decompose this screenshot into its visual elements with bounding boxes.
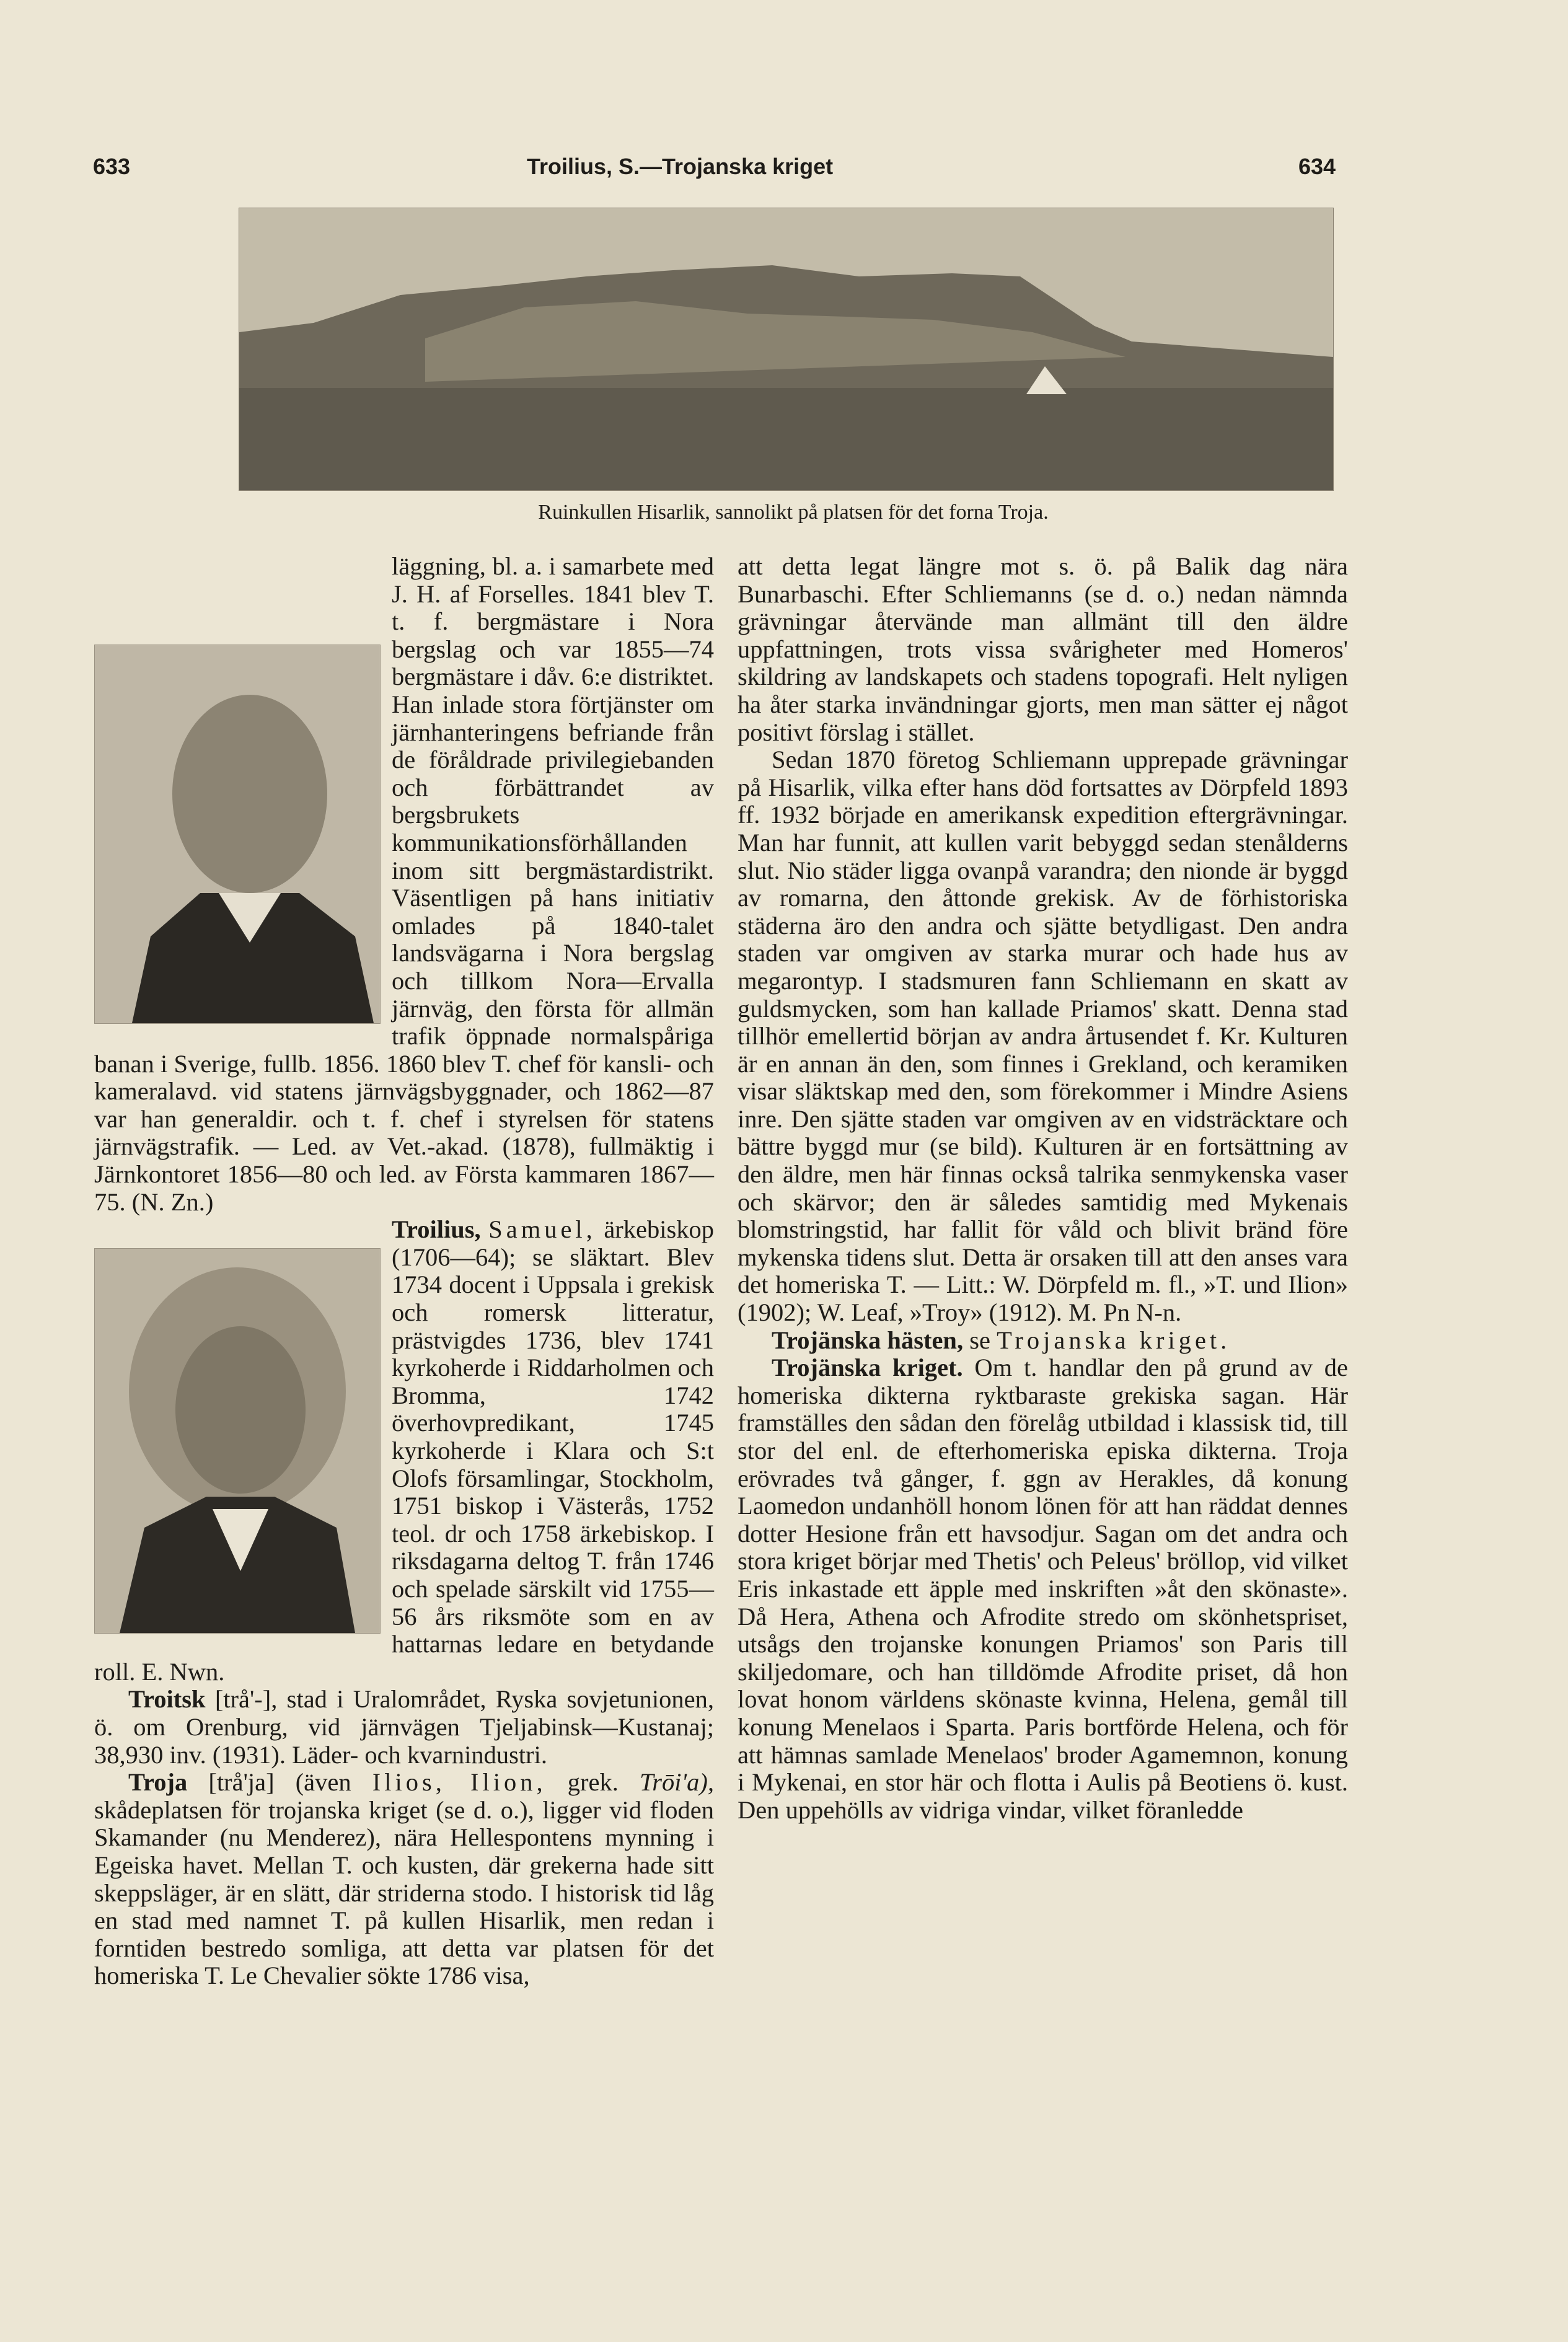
- hisarlik-photo: [239, 208, 1334, 491]
- troilius-engineer-text: läggning, bl. a. i samarbete med J. H. af Forselles. 1841 blev T. t. f. bergmästare i Nora bergslag och var 1855—74 bergmästare i dåv. 6:e distriktet. Han inlade stora förtjänster om järnhanteringens befriande från de föråldrade privilegiebanden och förbättrandet av bergsbrukets kommunikationsförhållanden inom sitt bergmästardistrikt. Väsentligen på hans initiativ omlades på 1840-talet landsvägarna i Nora bergslag och tillkom Nora—Ervalla järnväg, den första för allmän trafik öppnade normalspåriga banan i Sverige, fullb. 1856. 1860 blev T. chef för kansli- och kameralavd. vid statens järnvägsbyggnader, och 1862—87 var han generaldir. och t. f. chef i styrelsen för statens järnvägstrafik. — Led. av Vet.-akad. (1878), fullmäktig i Järnkontoret 1856—80 och led. av Första kammaren 1867—75. (N. Zn.): [94, 552, 714, 1216]
- right-column: [738, 553, 1348, 1824]
- troja-continued: att detta legat längre mot s. ö. på Balik dag nära Bunarbaschi. Efter Schliemanns (se d. o.) nedan nämnda grävningar återvände man allmänt till den äldre uppfattningen, trots vissa svårigheter med Homeros' skildring av landskapets och stadens topografi. Helt nyligen ha åter starka invändningar gjorts, men man sätter ej något positivt förslag i stället.: [738, 552, 1348, 746]
- headword-troilius: Troilius,: [392, 1215, 481, 1244]
- troja-pronunciation: [trå'ja] (även: [208, 1768, 351, 1797]
- running-title: Troilius, S.—Trojanska kriget: [527, 154, 834, 179]
- left-page-number: 633: [93, 154, 131, 179]
- troitsk-text: [trå'-], stad i Uralområdet, Ryska sovjetunionen, ö. om Orenburg, vid järnvägen Tjeljabinsk—Kustanaj; 38,930 inv. (1931). Läder- och kvarnindustri.: [94, 1685, 715, 1769]
- right-page-number: 634: [1298, 154, 1336, 179]
- troja-variant-names: Ilios, Ilion,: [372, 1768, 547, 1797]
- portrait-troilius-engineer: [94, 645, 381, 1024]
- troilius-text: ärkebiskop (1706—64); se släktart. Blev 1734 docent i Uppsala i grekisk och romersk litteratur, prästvigdes 1736, blev 1741 kyrkoherde i Riddarholmen och Bromma, 1742 överhovpredikant, 1745 kyrkoherde i Klara och S:t Olofs församlingar, Stockholm, 1751 biskop i Västerås, 1752 teol. dr och 1758 ärkebiskop. I riksdagarna deltog T. från 1746 och spelade särskilt vid 1755—56 års riksmöte som en av hattarnas ledare en betydande roll. E. Nwn.: [94, 1215, 715, 1686]
- entry-trojanska-hasten: [738, 1327, 1348, 1355]
- entry-troja: [94, 1769, 714, 1990]
- entry-trojanska-kriget: [738, 1354, 1348, 1824]
- left-column: [94, 553, 714, 1990]
- troja-text: skådeplatsen för trojanska kriget (se d. o.), ligger vid floden Skamander (nu Menderez), nära Hellespontens mynning i Egeiska havet. Mellan T. och kusten, där grekerna hade sitt skeppsläger, är en slätt, där striderna stodo. I historisk tid låg en stad med namnet T. på kullen Hisarlik, men redan i forntiden bestredo somliga, att detta var platsen för det homeriska T. Le Chevalier sökte 1786 visa,: [94, 1795, 714, 1990]
- troja-excavations: Sedan 1870 företog Schliemann upprepade grävningar på Hisarlik, vilka efter hans död fortsattes av Dörpfeld 1893 ff. 1932 började en amerikansk expedition eftergrävningar. Man har funnit, att kullen varit bebyggd sedan stenålderns slut. Nio städer ligga ovanpå varandra; den nionde är byggd av romarna, den åttonde grekisk. Av de förhistoriska städerna äro den andra och sjätte betydligast. Den andra staden var omgiven av starka murar och hade hus av megarontyp. I stadsmuren fann Schliemann en skatt av guldsmycken, som han kallade Priamos' skatt. Denna stad tillhör emellertid början av andra årtusendet f. Kr. Kulturen är en annan än den, som finnes i Grekland, och keramiken visar släktskap med den, som förekommer i Mindre Asiens inre. Den sjätte staden var omgiven av en vidsträcktare och bättre byggd mur (se bild). Kulturen är en fortsättning av den äldre, men här finnas också talrika senmykenska vaser och skärvor; den är således samtidig med Mykenais blomstringstid, har fallit för våld och blivit bränd före mykenska tidens slut. Detta är orsaken till att den anses vara det homeriska T. — Litt.: W. Dörpfeld m. fl., »T. und Ilion» (1902); W. Leaf, »Troy» (1912). M. Pn N-n.: [738, 746, 1348, 1327]
- troilius-given-name: Samuel,: [488, 1215, 596, 1244]
- figure-caption: Ruinkullen Hisarlik, sannolikt på platsen för det forna Troja.: [538, 501, 1049, 524]
- hasten-see: se: [969, 1326, 990, 1354]
- troja-greek-name: Trōi'a),: [639, 1768, 715, 1797]
- hasten-cross-reference: Trojanska kriget.: [997, 1326, 1231, 1354]
- headword-troitsk: Troitsk: [128, 1685, 206, 1714]
- troja-greek-label: grek.: [567, 1768, 619, 1797]
- headword-troja: Troja: [128, 1768, 188, 1797]
- portrait-samuel-troilius: [94, 1248, 381, 1634]
- kriget-text: Om t. handlar den på grund av de homeriska dikterna ryktbaraste grekiska sagan. Här framställes den sådan den förelåg utbildad i klassisk tid, till stor del enl. de efterhomeriska episka dikterna. Troja erövrades två gånger, f. ggn av Herakles, då konung Laomedon undanhöll honom lönen för att han räddat dennes dotter Hesione från ett havsodjur. Sagan om det andra och stora kriget börjar med Thetis' och Peleus' bröllop, vid vilket Eris inkastade ett äpple med inskriften »åt den skönaste». Då Hera, Athena och Afrodite stredo om skönhetspriset, utsågs den trojanske konungen Priamos' son Paris till skiljedomare, och han tilldömde Afrodite priset, då hon lovat honom världens skönaste kvinna, Helena, gemål till konung Menelaos i Sparta. Paris bortförde Helena, och för att hämnas samlade Menelaos' broder Agamemnon, konung i Mykenai, en stor här och flotta i Aulis på Beotiens ö. kust. Den uppehölls av vidriga vindar, vilket föranledde: [738, 1354, 1348, 1824]
- headword-trojanska-hasten: Trojänska hästen,: [772, 1326, 964, 1354]
- headword-trojanska-kriget: Trojänska kriget.: [772, 1354, 963, 1382]
- entry-troitsk: [94, 1686, 714, 1769]
